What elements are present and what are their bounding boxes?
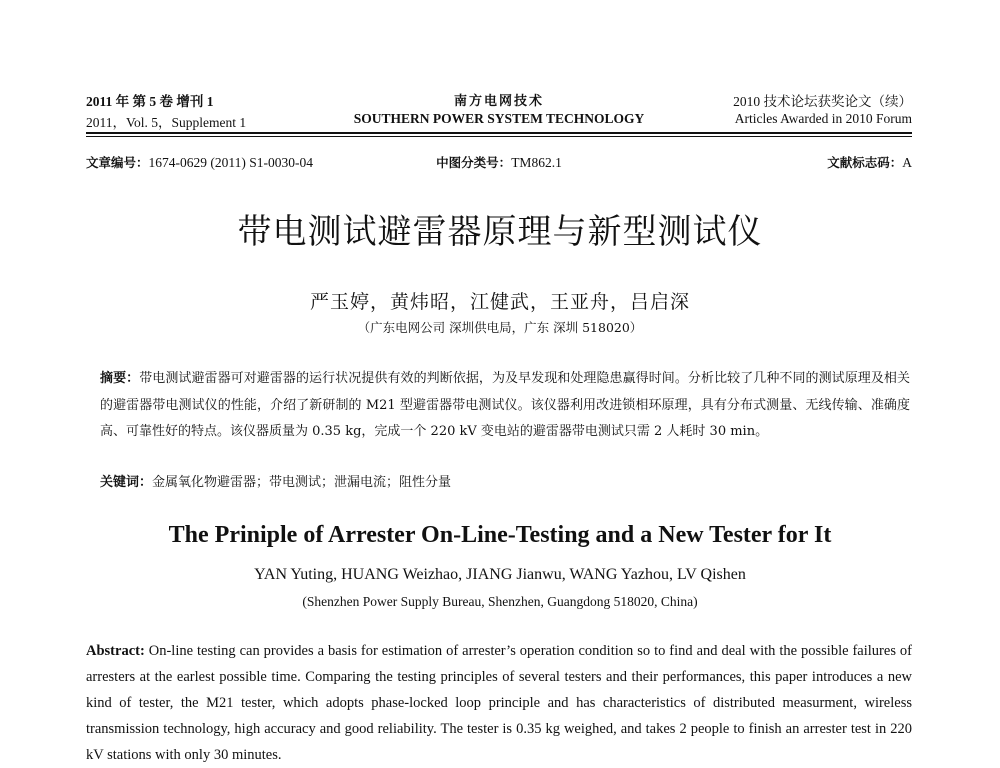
- authors-en: YAN Yuting, HUANG Weizhao, JIANG Jianwu, WANG Yazhou, LV Qishen: [254, 566, 746, 583]
- journal-name-en: SOUTHERN POWER SYSTEM TECHNOLOGY: [353, 111, 645, 126]
- article-number-value: 1674-0629 (2011) S1-0030-04: [148, 155, 314, 170]
- classification-label: 中图分类号：: [436, 155, 512, 170]
- section-name-en: Articles Awarded in 2010 Forum: [734, 111, 912, 126]
- header-rule-thick: [86, 132, 912, 134]
- header-rule-thin: [86, 136, 912, 137]
- document-code: [827, 153, 912, 171]
- abstract-en: [86, 638, 912, 768]
- abstract-cn-label: 摘要：: [100, 371, 140, 386]
- document-code-label: 文献标志码：: [827, 155, 903, 170]
- paper-title-cn: 带电测试避雷器原理与新型测试仪: [237, 212, 763, 252]
- classification-number: [86, 153, 912, 171]
- affiliation-cn: （广东电网公司 深圳供电局，广东 深圳 518020）: [357, 320, 643, 335]
- keywords-cn-label: 关键词：: [100, 475, 153, 490]
- section-name-cn: 2010 技术论坛获奖论文（续）: [733, 94, 912, 109]
- keywords-cn-text: 金属氧化物避雷器；带电测试；泄漏电流；阻性分量: [152, 475, 452, 490]
- abstract-en-label: Abstract:: [86, 643, 145, 659]
- paper-title-en: The Priniple of Arrester On-Line-Testing and a New Tester for It: [168, 522, 832, 548]
- classification-value: TM862.1: [511, 155, 562, 170]
- affiliation-en: (Shenzhen Power Supply Bureau, Shenzhen, Guangdong 518020, China): [302, 594, 698, 609]
- issue-info-cn: 2011 年 第 5 卷 增刊 1: [86, 94, 214, 109]
- abstract-cn-text: 带电测试避雷器可对避雷器的运行状况提供有效的判断依据，为及早发现和处理隐患赢得时间。分析比较了几种不同的测试原理及相关的避雷器带电测试仪的性能，介绍了新研制的 M21 型避雷器带电测试仪。该仪器利用改进锁相环原理，具有分布式测量、无线传输、准确度高、可靠性好的特点。该仪器质量为 0.35 kg，完成一个 220 kV 变电站的避雷器带电测试只需 2 人耗时 30 min。: [100, 371, 910, 439]
- abstract-en-text: On-line testing can provides a basis for estimation of arrester’s operation condition so to find and deal with the possible failures of arresters at the earlest possible time. Comparing the testing principles of several testers and their performances, this paper introduces a new kind of tester, the M21 tester, which adopts phase-locked loop principle and has characteristics of distributed measurment, wireless transmission technology, high accuracy and good reliability. The tester is 0.35 kg weighed, and takes 2 people to finish an arrester test in 220 kV stations with only 30 minutes.: [86, 643, 912, 763]
- document-code-value: A: [902, 155, 912, 170]
- journal-name-cn: 南方电网技术: [453, 94, 544, 109]
- keywords-cn: [100, 471, 910, 495]
- abstract-cn: [100, 366, 910, 446]
- article-number-label: 文章编号：: [86, 155, 149, 170]
- authors-cn: 严玉婷，黄炜昭，江健武，王亚舟，吕启深: [309, 291, 690, 313]
- issue-info-en: 2011，Vol. 5，Supplement 1: [86, 115, 247, 130]
